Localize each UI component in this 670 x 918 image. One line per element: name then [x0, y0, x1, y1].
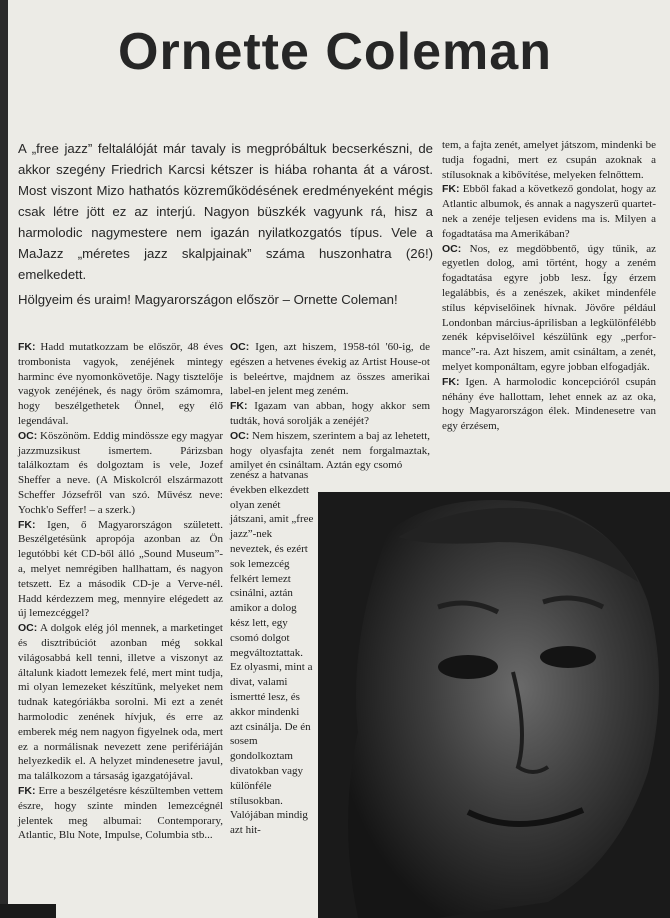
- paragraph: OC: Köszönöm. Eddig mindössze egy magyar jazzmuzsikust ismertem. Párizsban találkoztam és dolgoztam is vele, Jozef Sheffer a neve. (A Miskolcról elszármazott Scheffer Józsefről van szó. Művész neve: Yochk'o Seffer! – a szerk.): [18, 429, 223, 516]
- paragraph: FK: Hadd mutatkozzam be először, 48 éves trombonista vagyok, zenéjének mintegy harminc éve nyomonkövetője. Nagy tisztelője vagyok zenéjének, és nagy öröm számomra, hogy beszélgethetek Önnel, egy élő legendával.: [18, 341, 223, 427]
- paragraph: OC: Nem hiszem, szerintem a baj az lehetett, hogy olyasfajta zenét nem forgalmaztak, amilyet én csináltam. Aztán egy csomó: [230, 429, 431, 472]
- paragraph: OC: A dolgok elég jól mennek, a marketinget és disztribúciót azonban még sokkal világosabbá kell tenni, illetve a viszonyt az általunk kiadott lemezek felé, mert mint tudja, mi olyan lemezeket készítünk, melyeket nem tudnak kategóriákba sorolni. Mi ezt a zenét harmolodic zenének hívjuk, és erre az emberek még nem nagyon figyelnek oda, mert ez a normálisnak nevezett zene perifériáján helyezkedik el. A helyzet mindenesetre javul, ma találkozom a társaság igazgatójával.: [18, 622, 223, 783]
- paragraph: tem, a fajta zenét, amelyet játszom, mindenki be tudja fogadni, mert ez csupán azoknak a stílusoknak a kibővítése, melyeken felnőttem.: [442, 139, 656, 181]
- article-lead: [18, 138, 433, 310]
- paragraph: FK: Erre a beszélgetésre készültemben vettem észre, hogy szinte minden lemezcégnél jelentek meg albumai: Contemporary, Atlantic, Blu Note, Impulse, Columbia stb...: [18, 784, 224, 842]
- text-column-2-wrap: [230, 468, 314, 838]
- text-column-3: [442, 138, 656, 434]
- page-edge: [0, 0, 8, 918]
- lead-closing: Hölgyeim és uraim! Magyarországon először – Ornette Coleman!: [18, 292, 398, 307]
- paragraph: OC: Nos, ez megdöbbentő, úgy tűnik, az egyetlen dolog, ami történt, hogy a zeném fogadtatása egyre jobb lesz. Így érzem legalábbis, és a zenészek, akiket mindenféle stílus képviselőinek hívnak. Jövőre például Londonban március-áprilisban a legkülönfélébb zenék képviselőivel készülünk egy „performance”-ra. Azt hiszem, amit csináltam, a zenét, melyet komponáltam, egyre jobban elfogadják.: [442, 242, 656, 373]
- text-column-1: [18, 340, 223, 843]
- text-column-2: [230, 340, 430, 473]
- lead-paragraph: A „free jazz” feltalálóját már tavaly is megpróbáltuk becserkészni, de akkor szegény Friedrich Karcsi kétszer is hiába rohanta át a várost. Most viszont Mizo hathatós közreműködésének eredményeként mégis csak létre jött ez az interjú. Nagyon büszkék vagyunk rá, hisz a harmolodic nagymestere nem igazán nyilatkozgatós típus. Vele a MaJazz „méretes jazz skalpjainak” száma huszonhatra (26!) emelkedett.: [18, 141, 433, 282]
- paragraph: FK: Igazam van abban, hogy akkor sem tudták, hová sorolják a zenéjét?: [230, 400, 431, 427]
- portrait-photo: [318, 492, 670, 918]
- article-title: Ornette Coleman: [118, 23, 552, 81]
- paragraph: zenész a hatvanas években elkezdett olyan zenét játszani, amit „free jazz”-nek neveztek, és ezért sok lemezcég felkért lemezt csinálni, aztán amikor a dolog kész lett, egy csomó dolgot megváltoztattak. Ez olyasmi, mint a divat, valami ismertté lesz, és akkor mindenki azt csinálja. De én sosem gondolkoztam divatokban vagy különféle stílusokban. Valójában mindig azt hit-: [230, 469, 314, 837]
- paragraph: FK: Ebből fakad a következő gondolat, hogy az Atlantic albumok, és annak a nagyszerű quartet-nek a zenéje teljesen evidens ma is. Milyen a fogadtatása ma Amerikában?: [442, 183, 656, 240]
- page-number: [0, 904, 56, 918]
- paragraph: OC: Igen, azt hiszem, 1958-tól '60-ig, de egészen a hetvenes évekig az Artist House-ot is beleértve, majdnem az összes amerikai label-en jelent meg zeném.: [230, 341, 431, 398]
- paragraph: FK: Igen, ő Magyarországon született. Beszélgetésünk apropója azonban az Ön legutóbbi két CD-ből álló „Sound Museum”-a, melyet nemrégiben hallhattam, és nagyon tetszett. Ez a második CD-je a Verve-nél. Hadd kérdezzem meg, mennyire elégedett az új lemezcéggel?: [18, 518, 223, 620]
- paragraph: FK: Igen. A harmolodic koncepcióról csupán néhány éve hallottam, lehet ennek az az oka, hogy Magyarországon élek. Mindenesetre van egy érzésem,: [442, 375, 657, 433]
- portrait-illustration: [318, 492, 670, 918]
